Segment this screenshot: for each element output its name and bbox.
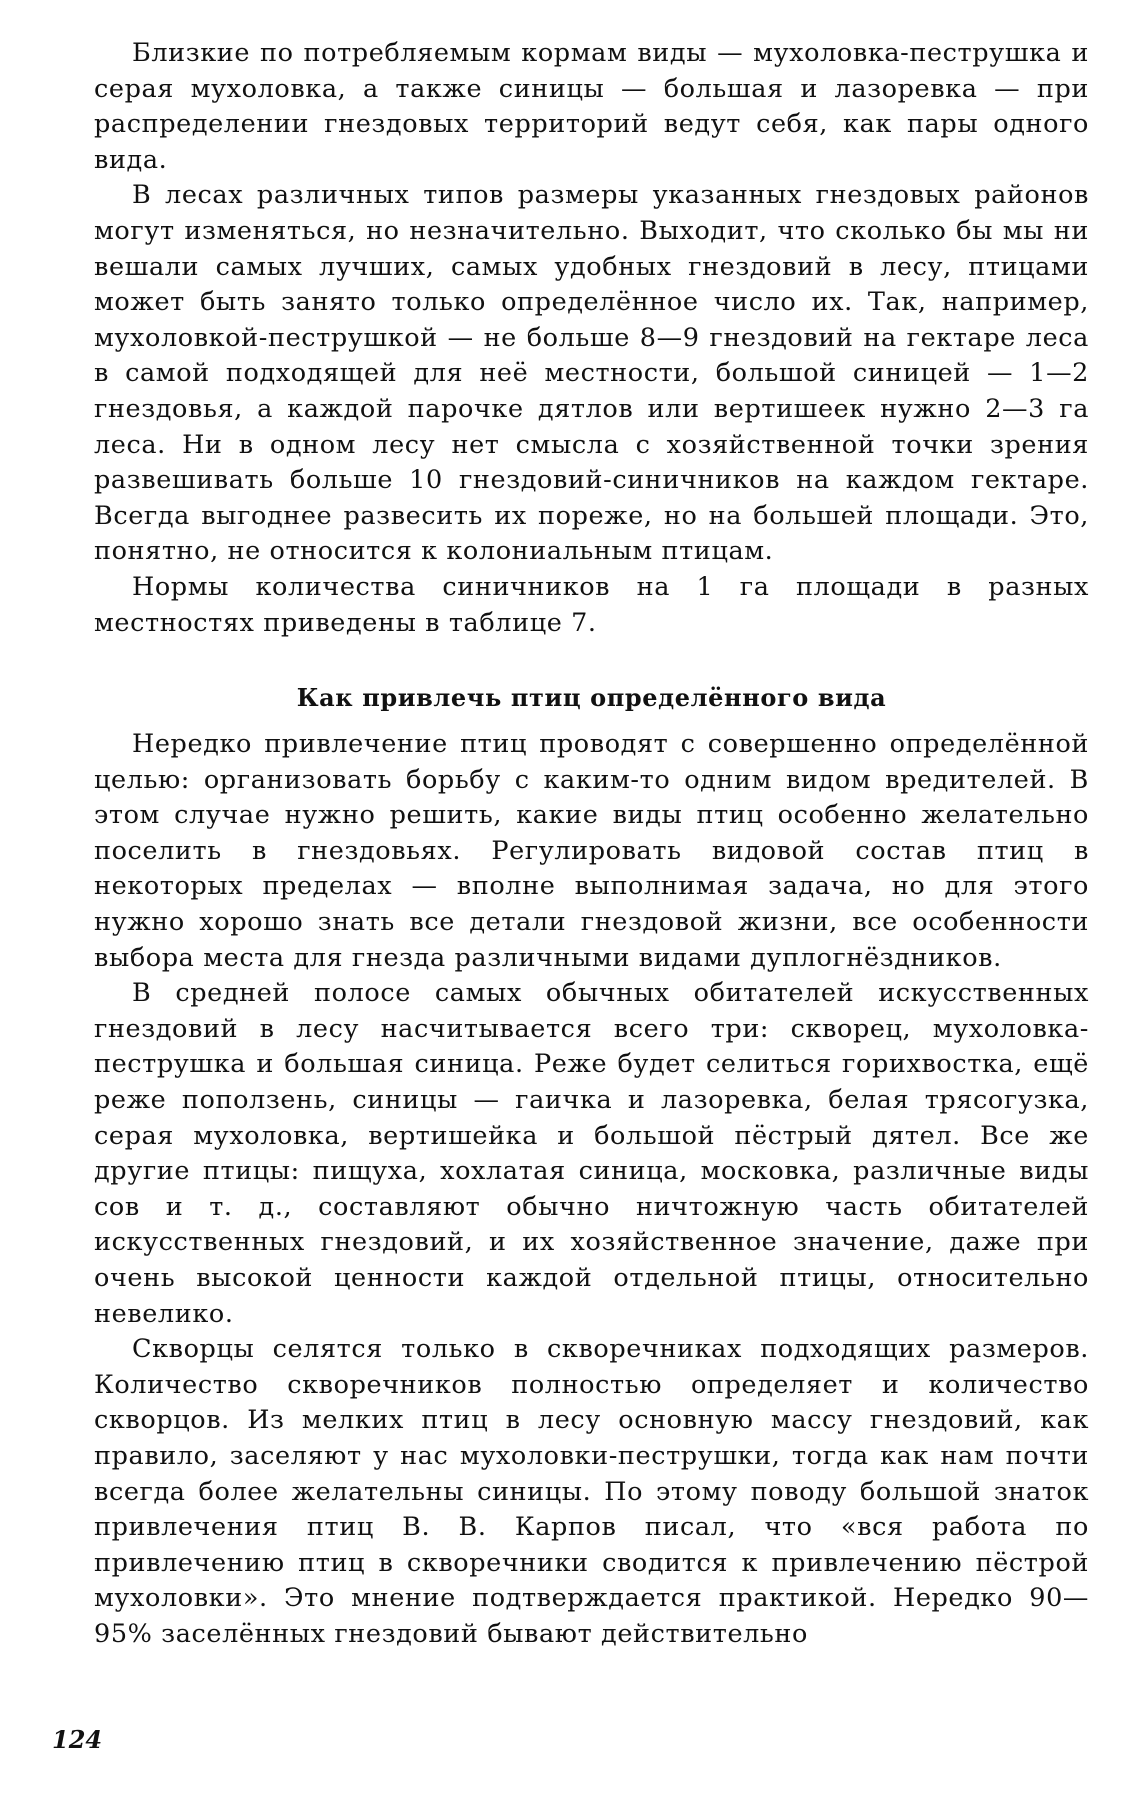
paragraph-4: Нередко привлечение птиц проводят с совершенно определённой целью: организовать борьбу с каким-то одним видом вредителей. В этом случае нужно решить, какие виды птиц особенно желательно поселить в гнездовьях. Регулировать видовой состав птиц в некоторых пределах — вполне выполнимая задача, но для этого нужно хорошо знать все детали гнездовой жизни, все особенности выбора места для гнезда различными видами дуплогнёздников. bbox=[94, 729, 1089, 973]
paragraph-5: В средней полосе самых обычных обитателей искусственных гнездовий в лесу насчитывается всего три: скворец, мухоловка-пеструшка и большая синица. Реже будет селиться горихвостка, ещё реже поползень, синицы — гаичка и лазоревка, белая трясогузка, серая мухоловка, вертишейка и большой пёстрый дятел. Все же другие птицы: пищуха, хохлатая синица, московка, различные виды сов и т. д., составляют обычно ничтожную часть обитателей искусственных гнездовий, и их хозяйственное значение, даже при очень высокой ценности каждой отдельной птицы, относительно невелико. bbox=[94, 978, 1089, 1329]
paragraph-1: Близкие по потребляемым кормам виды — мухоловка-пеструшка и серая мухоловка, а также синицы — большая и лазоревка — при распределении гнездовых территорий ведут себя, как пары одного вида. bbox=[94, 38, 1089, 175]
page-number: 124 bbox=[52, 1725, 103, 1754]
page-body bbox=[94, 36, 1089, 1653]
section-heading: Как привлечь птиц определённого вида bbox=[296, 683, 887, 713]
paragraph-2: В лесах различных типов размеры указанных гнездовых районов могут изменяться, но незначительно. Выходит, что сколько бы мы ни вешали самых лучших, самых удобных гнездовий в лесу, птицами может быть занято только определённое число их. Так, например, мухоловкой-пеструшкой — не больше 8—9 гнездовий на гектаре леса в самой подходящей для неё местности, большой синицей — 1—2 гнездовья, а каждой парочке дятлов или вертишеек нужно 2—3 га леса. Ни в одном лесу нет смысла с хозяйственной точки зрения развешивать больше 10 гнездовий-синичников на каждом гектаре. Всегда выгоднее развесить их пореже, но на большей площади. Это, понятно, не относится к колониальным птицам. bbox=[94, 180, 1089, 567]
paragraph-6: Скворцы селятся только в скворечниках подходящих размеров. Количество скворечников полностью определяет и количество скворцов. Из мелких птиц в лесу основную массу гнездовий, как правило, заселяют у нас мухоловки-пеструшки, тогда как нам почти всегда более желательны синицы. По этому поводу большой знаток привлечения птиц В. В. Карпов писал, что «вся работа по привлечению птиц в скворечники сводится к привлечению пёстрой мухоловки». Это мнение подтверждается практикой. Нередко 90—95% заселённых гнездовий бывают действительно bbox=[94, 1334, 1089, 1649]
paragraph-3: Нормы количества синичников на 1 га площади в разных местностях приведены в таблице 7. bbox=[94, 571, 1089, 638]
